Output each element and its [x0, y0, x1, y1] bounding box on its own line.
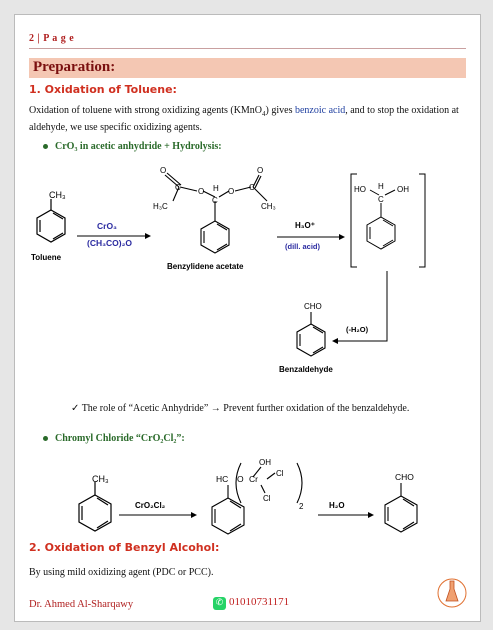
footer-author: Dr. Ahmed Al-Sharqawy [29, 599, 134, 610]
whatsapp-icon: ✆ [213, 597, 226, 610]
chromyl-cl-bottom: Cl [263, 494, 271, 503]
subsection-title-benzyl-alcohol: 2. Oxidation of Benzyl Alcohol: [29, 541, 220, 554]
reagent-cro2cl2: CrO₂Cl₂ [135, 501, 166, 510]
acetic-anhydride-note: ✓ The role of “Acetic Anhydride” → Prevent further oxidation of the benzaldehyde. [71, 403, 410, 414]
toluene2-ch3: CH₃ [92, 474, 109, 484]
ester-o-left: O [160, 166, 167, 175]
reaction-scheme-1 [15, 15, 480, 621]
ether-o-right: O [228, 187, 235, 196]
arrowhead-4 [191, 512, 197, 518]
ester-o-right: O [257, 166, 264, 175]
arrowhead-5 [368, 512, 374, 518]
chromyl-hc: HC [216, 474, 229, 484]
methyl-right: CH₃ [261, 202, 276, 211]
section-title: Preparation: [33, 59, 116, 75]
bullet-chromyl [43, 433, 185, 444]
benzaldehyde-structure-2 [385, 483, 417, 532]
gem-diol-oh: OH [397, 185, 409, 194]
reagent-acetic-anhydride: (CH₃CO)₂O [87, 238, 133, 248]
footer-phone: 01010731171 [229, 596, 290, 608]
chromyl-oh: OH [259, 458, 271, 467]
benzaldehyde2-cho: CHO [395, 472, 414, 482]
toluene-structure-2 [79, 482, 111, 531]
reagent-h2o: H₂O [329, 501, 345, 510]
toluene-ch3: CH₃ [49, 190, 66, 200]
benzaldehyde-structure [297, 312, 325, 356]
toluene-label: Toluene [31, 253, 62, 262]
central-c: C [212, 196, 218, 205]
arrowhead-2 [339, 234, 345, 240]
subsection-title-toluene: 1. Oxidation of Toluene: [29, 83, 177, 96]
bullet-chromyl-text: Chromyl Chloride “CrO₂Cl₂”: [55, 433, 185, 444]
gem-diol-h: H [378, 182, 384, 191]
reagent-cro3: CrO₃ [97, 221, 117, 231]
bullet-cro3-text: CrO₃ in acetic anhydride + Hydrolysis: [55, 141, 222, 152]
benzylidene-acetate-label: Benzylidene acetate [167, 262, 244, 271]
chromyl-cl-top: Cl [276, 469, 284, 478]
document-page [14, 14, 481, 622]
intro-subscript: 4 [262, 110, 266, 118]
benzoic-acid-term: benzoic acid [294, 105, 346, 116]
page-number: 2 | P a g e [29, 33, 75, 44]
footer-phone-block [213, 596, 289, 610]
intro-text-2: ) gives [265, 105, 295, 116]
gem-diol-c: C [378, 195, 384, 204]
chromyl-cr: Cr [249, 474, 258, 484]
chromyl-o: O [237, 474, 244, 484]
bullet-dot-2 [43, 436, 48, 441]
methyl-left: H₃C [153, 202, 168, 211]
chromyl-subscript: 2 [299, 502, 304, 511]
ether-o-left: O [198, 187, 205, 196]
intro-text-3: , and to stop the oxidation at aldehyde, we use specific oxidizing agents. [29, 105, 459, 133]
central-h: H [213, 184, 219, 193]
logo-stamp [438, 579, 466, 607]
gem-diol-ho: HO [354, 185, 366, 194]
intro-text-1: Oxidation of toluene with strong oxidizing agents (KMnO [29, 105, 263, 116]
carbonyl-c-right: C [249, 183, 255, 192]
reagent-dil-acid: (dill. acid) [285, 242, 321, 251]
benzyl-alcohol-paragraph: By using mild oxidizing agent (PDC or PCC). [29, 567, 214, 578]
benzaldehyde-label: Benzaldehyde [279, 365, 333, 374]
arrowhead-3 [332, 338, 338, 344]
toluene-structure [37, 199, 65, 242]
carbonyl-c-left: C [175, 183, 181, 192]
reagent-h3o: H₃O⁺ [295, 221, 315, 230]
dehydration-label: (-H₂O) [346, 325, 369, 334]
arrowhead-1 [145, 233, 151, 239]
benzaldehyde-cho: CHO [304, 302, 322, 311]
